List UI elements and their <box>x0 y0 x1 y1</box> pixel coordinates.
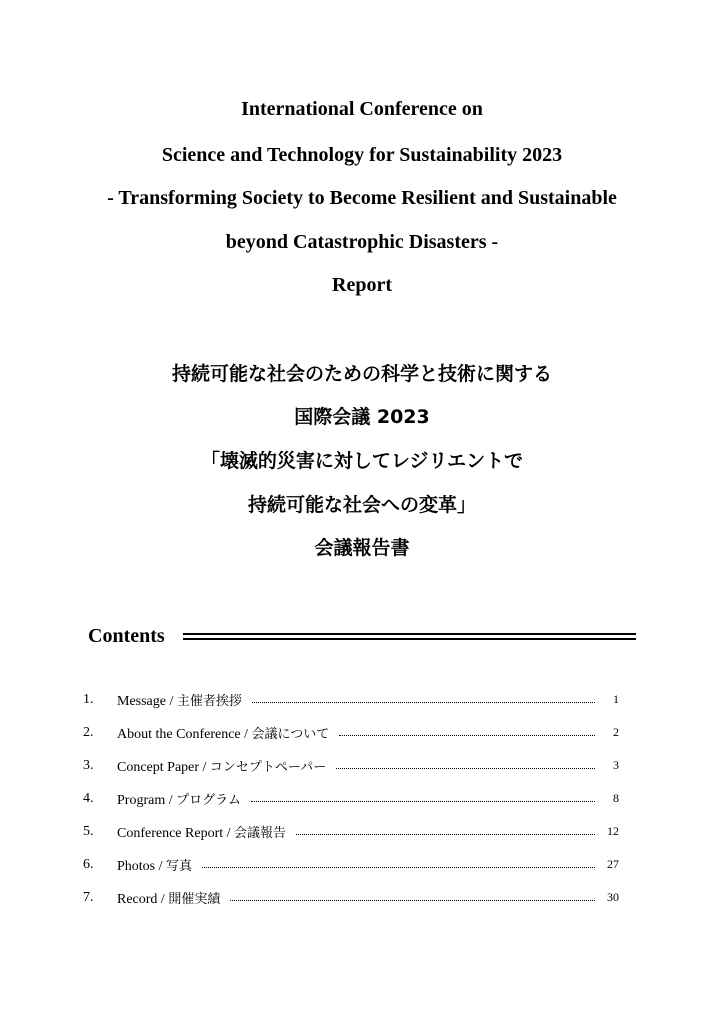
toc-item-page: 3 <box>613 758 619 772</box>
toc-item-title-en: Photos / <box>117 858 163 874</box>
toc-item-number: 4. <box>83 790 94 806</box>
title-ja-line-4: 持続可能な社会への変革」 <box>247 494 476 516</box>
contents-header <box>88 623 636 649</box>
toc-item-title <box>117 789 241 809</box>
toc-item-record[interactable] <box>83 881 619 914</box>
title-ja-line-5: 会議報告書 <box>314 537 410 559</box>
toc-item-title-ja: 開催実績 <box>168 891 221 907</box>
toc-item-title-ja: 会議報告 <box>234 825 287 841</box>
toc-item-page: 8 <box>613 791 619 805</box>
toc-item-title <box>117 756 326 776</box>
contents-heading: Contents <box>88 625 165 647</box>
title-ja-line-1: 持続可能な社会のための科学と技術に関する <box>171 363 552 385</box>
table-of-contents <box>83 683 619 914</box>
toc-dot-leader <box>251 801 595 802</box>
toc-item-title <box>117 888 220 908</box>
toc-item-title-ja: 写真 <box>166 858 193 874</box>
toc-item-number: 5. <box>83 823 94 839</box>
toc-item-title-ja: プログラム <box>176 792 241 808</box>
toc-item-title-en: Program / <box>117 792 173 808</box>
toc-item-page: 12 <box>607 824 619 838</box>
toc-dot-leader <box>296 834 595 835</box>
title-en-line-3: - Transforming Society to Become Resilient and Sustainable <box>107 187 617 209</box>
toc-dot-leader <box>202 867 595 868</box>
toc-item-page: 2 <box>613 725 619 739</box>
title-en-line-4: beyond Catastrophic Disasters - <box>225 231 499 253</box>
title-en-line-2: Science and Technology for Sustainability 2023 <box>161 144 563 166</box>
toc-item-photos[interactable] <box>83 848 619 881</box>
toc-item-title-ja: 会議について <box>251 726 330 742</box>
contents-double-rule <box>183 633 636 640</box>
title-en-line-1: International Conference on <box>241 98 483 120</box>
toc-item-number: 3. <box>83 757 94 773</box>
toc-item-title <box>117 723 329 743</box>
toc-item-message[interactable] <box>83 683 619 716</box>
toc-item-title-en: Record / <box>117 891 165 907</box>
toc-item-title-en: Conference Report / <box>117 825 231 841</box>
title-ja-line-2: 国際会議 2023 <box>294 406 430 428</box>
toc-item-number: 2. <box>83 724 94 740</box>
toc-item-title-en: Message / <box>117 693 174 709</box>
toc-item-title-en: Concept Paper / <box>117 759 207 775</box>
toc-item-number: 6. <box>83 856 94 872</box>
title-ja-line-3: 「壊滅的災害に対してレジリエントで <box>200 450 524 472</box>
toc-item-about[interactable] <box>83 716 619 749</box>
toc-item-concept-paper[interactable] <box>83 749 619 782</box>
toc-dot-leader <box>339 735 595 736</box>
title-en-line-5: Report <box>332 274 392 296</box>
toc-item-page: 1 <box>613 692 619 706</box>
toc-dot-leader <box>336 768 595 769</box>
toc-dot-leader <box>252 702 595 703</box>
toc-item-title <box>117 690 242 710</box>
toc-item-title-ja: コンセプトペーパー <box>209 759 327 775</box>
toc-item-title-en: About the Conference / <box>117 726 249 742</box>
toc-item-page: 30 <box>607 890 619 904</box>
toc-item-title <box>117 855 192 875</box>
toc-item-title-ja: 主催者挨拶 <box>176 693 242 709</box>
toc-item-title <box>117 822 286 842</box>
toc-item-number: 1. <box>83 691 94 707</box>
toc-item-program[interactable] <box>83 782 619 815</box>
toc-dot-leader <box>230 900 595 901</box>
toc-item-number: 7. <box>83 889 94 905</box>
toc-item-conference-report[interactable] <box>83 815 619 848</box>
toc-item-page: 27 <box>607 857 619 871</box>
